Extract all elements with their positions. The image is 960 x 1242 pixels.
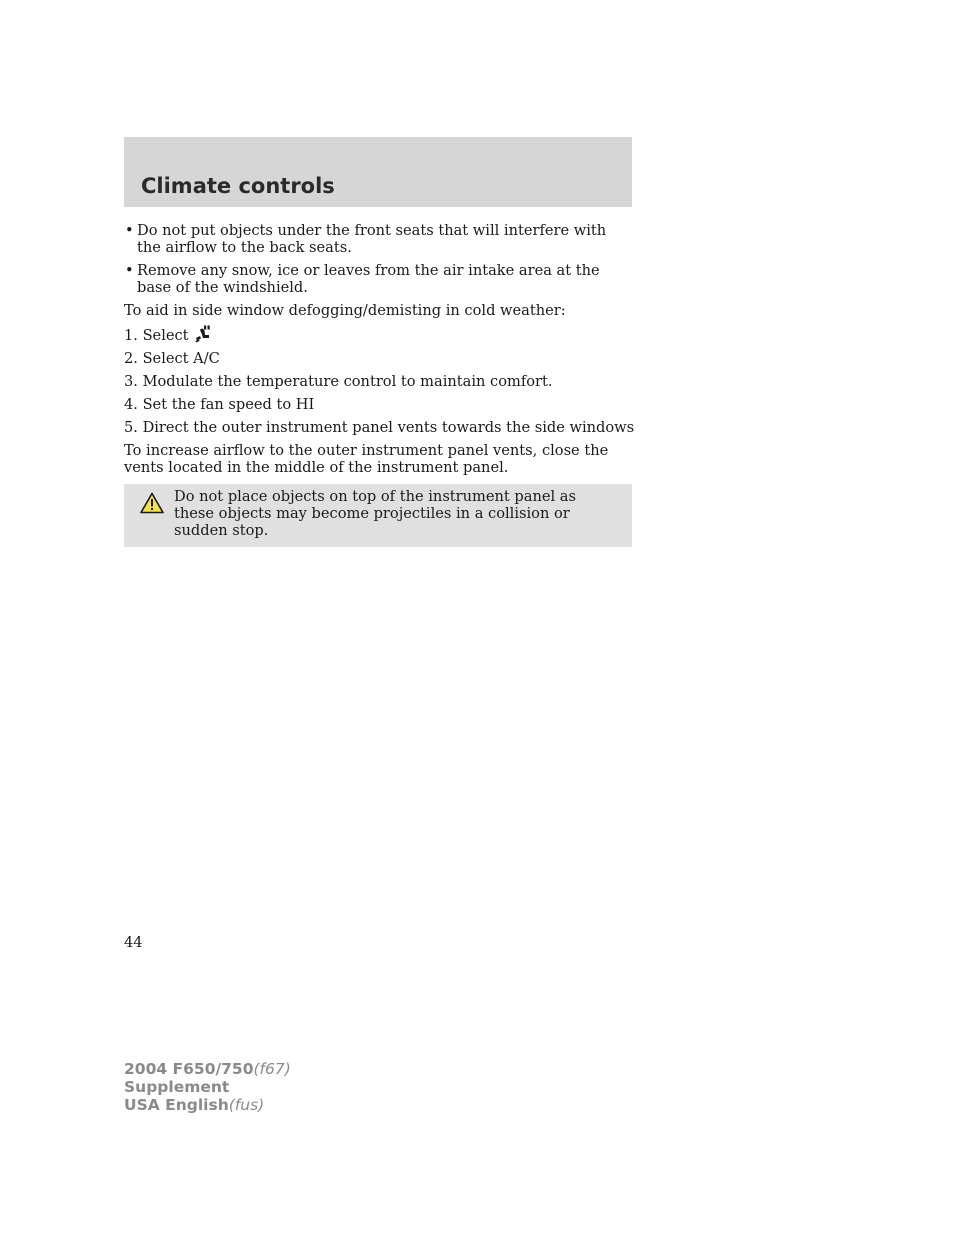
bullet-item-1: • Do not put objects under the front seats that will interfere with the airflow to the back seats. — [124, 222, 632, 256]
footer-model: 2004 F650/750 — [124, 1060, 254, 1078]
section-header — [124, 137, 632, 207]
warning-box — [124, 484, 632, 547]
footer-language-code: (fus) — [228, 1096, 265, 1114]
step-1 — [124, 325, 632, 344]
tip-text: To increase airflow to the outer instrument panel vents, close the vents located in the middle of the instrument panel. — [124, 442, 609, 476]
footer-model-code: (f67) — [253, 1060, 291, 1078]
main-content — [124, 222, 635, 547]
step-3: 3. Modulate the temperature control to maintain comfort. — [124, 373, 553, 390]
warning-text: Do not place objects on top of the instrument panel as these objects may become projectiles in a collision or sudden stop. — [174, 488, 576, 539]
intro-text: To aid in side window defogging/demisting in cold weather: — [124, 302, 566, 319]
footer-language: USA English — [124, 1096, 229, 1114]
footer-supplement-line — [124, 1078, 291, 1096]
document-footer — [124, 1060, 291, 1114]
step-4: 4. Set the fan speed to HI — [124, 396, 315, 413]
page-title: Climate controls — [141, 174, 335, 198]
footer-supplement: Supplement — [124, 1078, 230, 1096]
footer-language-line — [124, 1096, 291, 1114]
step-2: 2. Select A/C — [124, 350, 220, 367]
step-1-text: 1. Select — [124, 327, 189, 344]
page-number: 44 — [124, 934, 143, 951]
footer-model-line — [124, 1060, 291, 1078]
step-5: 5. Direct the outer instrument panel vents towards the side windows — [124, 419, 635, 436]
floor-defrost-mode-icon — [195, 325, 211, 343]
warning-triangle-icon — [140, 492, 164, 514]
bullet-item-2: • Remove any snow, ice or leaves from the air intake area at the base of the windshield. — [124, 262, 632, 296]
